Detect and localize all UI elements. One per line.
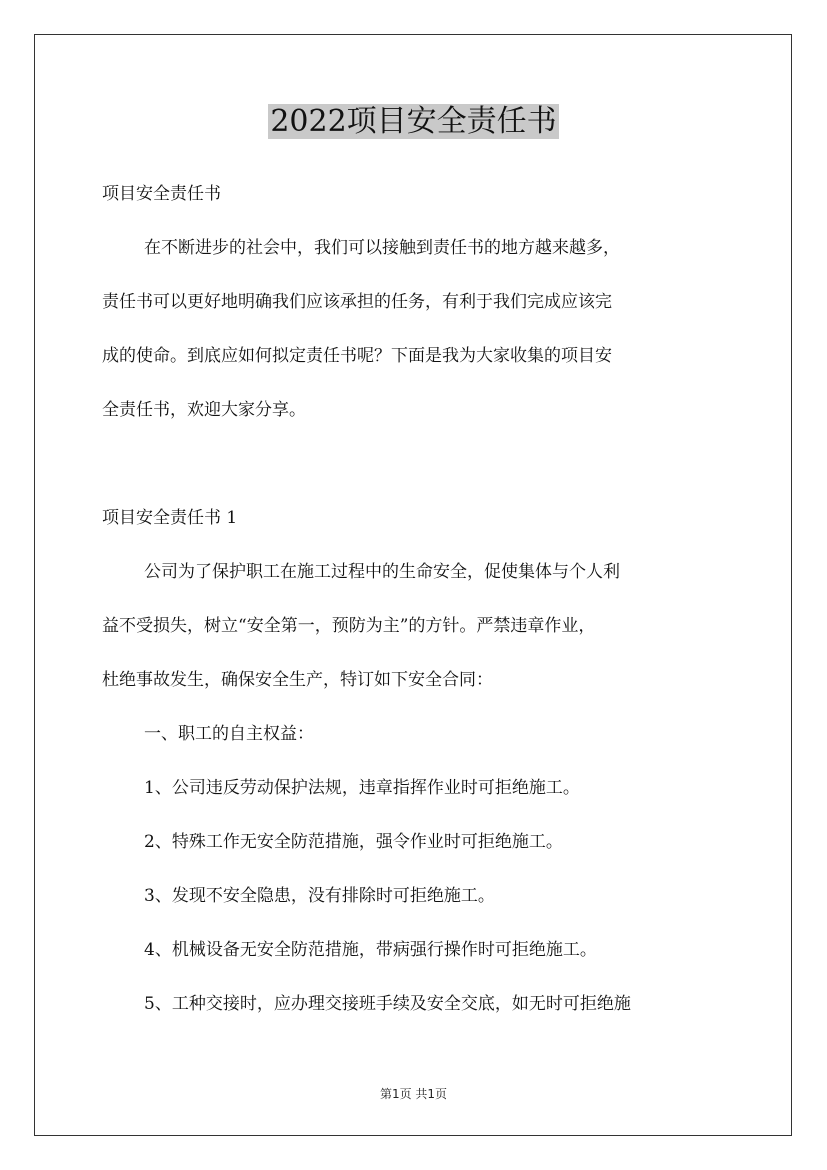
section-line-2: 益不受损失，树立“安全第一，预防为主”的方针。严禁违章作业， [102,616,596,636]
rights-heading: 一、职工的自主权益： [144,724,314,744]
intro-line-2: 责任书可以更好地明确我们应该承担的任务，有利于我们完成应该完 [102,292,612,312]
section-line-1: 公司为了保护职工在施工过程中的生命安全，促使集体与个人利 [144,562,620,582]
rights-item-2: 2、特殊工作无安全防范措施，强令作业时可拒绝施工。 [144,832,563,852]
document-title [0,102,827,142]
document-title-text: 2022项目安全责任书 [270,104,557,139]
page-footer: 第1页 共1页 [379,1087,448,1101]
rights-item-3: 3、发现不安全隐患，没有排除时可拒绝施工。 [144,886,495,906]
section-line-3: 杜绝事故发生，确保安全生产，特订如下安全合同： [102,670,493,690]
intro-line-1: 在不断进步的社会中，我们可以接触到责任书的地方越来越多， [144,238,620,258]
rights-item-1: 1、公司违反劳动保护法规，违章指挥作业时可拒绝施工。 [144,778,580,798]
section-heading: 项目安全责任书 1 [102,508,238,528]
rights-item-4: 4、机械设备无安全防范措施，带病强行操作时可拒绝施工。 [144,940,597,960]
intro-line-3: 成的使命。到底应如何拟定责任书呢？下面是我为大家收集的项目安 [102,346,612,366]
document-subtitle: 项目安全责任书 [102,184,221,204]
rights-item-5: 5、工种交接时，应办理交接班手续及安全交底，如无时可拒绝施 [144,994,631,1014]
intro-line-4: 全责任书，欢迎大家分享。 [102,400,306,420]
